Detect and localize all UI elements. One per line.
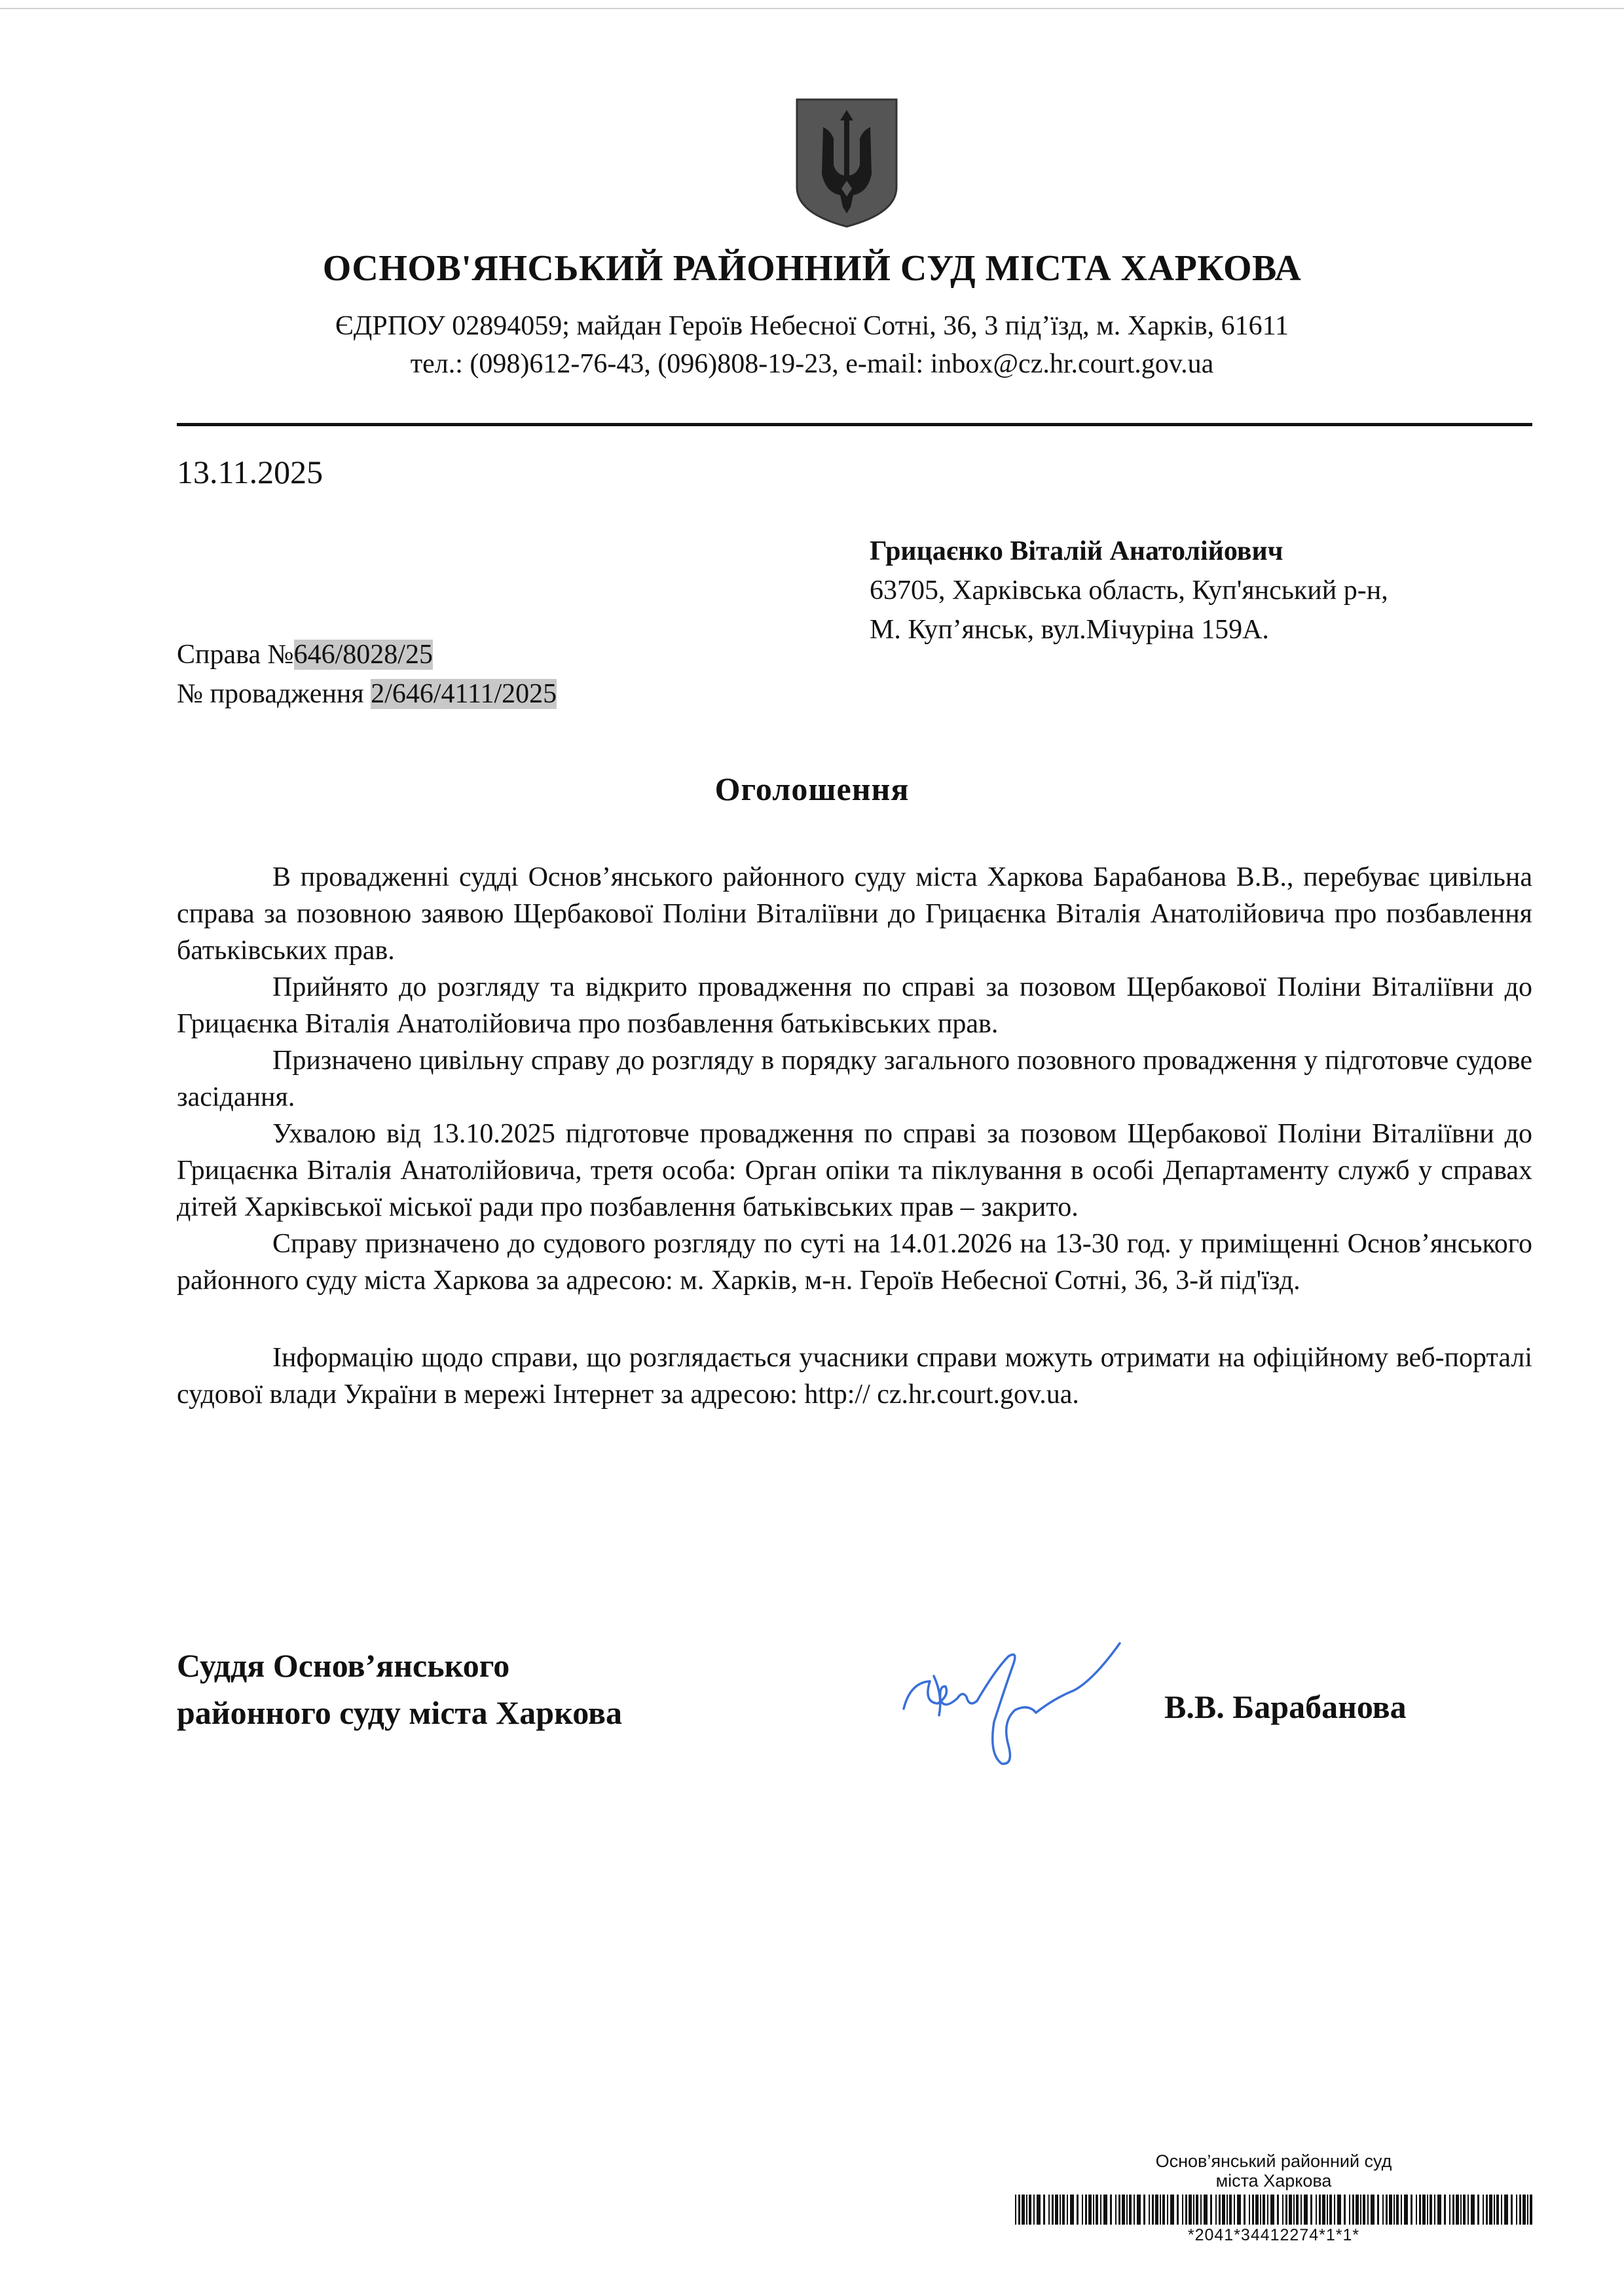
case-label: Справа № [177, 640, 294, 670]
judge-name: В.В. Барабанова [1164, 1688, 1407, 1725]
judge-title-line-1: Суддя Основ’янського [177, 1647, 510, 1684]
proceeding-number: 2/646/4111/2025 [371, 679, 557, 709]
case-number: 646/8028/25 [293, 640, 433, 670]
stamp-court-name: Основ’янський районний суд [1155, 2151, 1392, 2171]
paragraph: Справу призначено до судового розгляду по суті на 14.01.2026 на 13-30 год. у приміщенні Основ’янського районного суду міста Харкова за адресою: м. Харків, м-н. Героїв Небесної Сотні, 36, 3-й під'їзд. [177, 1229, 1532, 1296]
paragraph: Призначено цивільну справу до розгляду в порядку загального позовного провадження у підготовче судове засідання. [177, 1046, 1532, 1112]
announcement-body [177, 859, 1532, 1413]
paragraph: Прийнято до розгляду та відкрито провадження по справі за позовом Щербакової Поліни Віталіївни до Грицаєнка Віталія Анатолійовича про позбавлення батьківських прав. [177, 972, 1532, 1039]
handwritten-signature [897, 1630, 1159, 1794]
addressee-address-line-1: 63705, Харківська область, Куп'янський р-н, [870, 575, 1388, 606]
page-top-edge [0, 8, 1624, 9]
judge-title [177, 1642, 622, 1736]
announcement-heading: Оголошення [714, 771, 910, 807]
paragraph: В провадженні судді Основ’янського районного суду міста Харкова Барабанова В.В., перебуває цивільна справа за позовною заявою Щербакової Поліни Віталіївни до Грицаєнка Віталія Анатолійовича про позбавлення батьківських прав. [177, 862, 1532, 966]
judge-title-line-2: районного суду міста Харкова [177, 1694, 623, 1731]
court-title: ОСНОВ'ЯНСЬКИЙ РАЙОННИЙ СУД МІСТА ХАРКОВА [322, 248, 1302, 289]
addressee-block [870, 532, 1388, 649]
case-info [177, 635, 557, 714]
barcode-number: *2041*34412274*1*1* [1187, 2226, 1360, 2244]
case-number-line [177, 635, 557, 674]
stamp-city: міста Харкова [1215, 2171, 1332, 2191]
paragraph: Інформацію щодо справи, що розглядається учасники справи можуть отримати на офіційному веб-порталі судової влади України в мережі Інтернет за адресою: http:// cz.hr.court.gov.ua. [177, 1343, 1532, 1410]
document-date: 13.11.2025 [177, 454, 323, 490]
registration-stamp [1015, 2151, 1532, 2245]
coat-of-arms-icon [794, 97, 899, 229]
header-divider [177, 423, 1532, 426]
barcode-icon [1015, 2195, 1532, 2225]
court-contact-line-1: ЄДРПОУ 02894059; майдан Героїв Небесної Сотні, 36, 3 під’їзд, м. Харків, 61611 [335, 311, 1289, 341]
court-contact-line-2: тел.: (098)612-76-43, (096)808-19-23, e-mail: inbox@cz.hr.court.gov.ua [410, 349, 1214, 379]
proceeding-label: № провадження [177, 679, 371, 709]
addressee-name: Грицаєнко Віталій Анатолійович [870, 536, 1283, 566]
paragraph: Ухвалою від 13.10.2025 підготовче провадження по справі за позовом Щербакової Поліни Віталіївни до Грицаєнка Віталія Анатолійовича, третя особа: Орган опіки та піклування в особі Департаменту служб у справах дітей Харківської міської ради про позбавлення батьківських прав – закрито. [177, 1119, 1532, 1222]
addressee-address-line-2: М. Куп’янськ, вул.Мічуріна 159А. [870, 615, 1269, 645]
proceeding-number-line [177, 674, 557, 714]
